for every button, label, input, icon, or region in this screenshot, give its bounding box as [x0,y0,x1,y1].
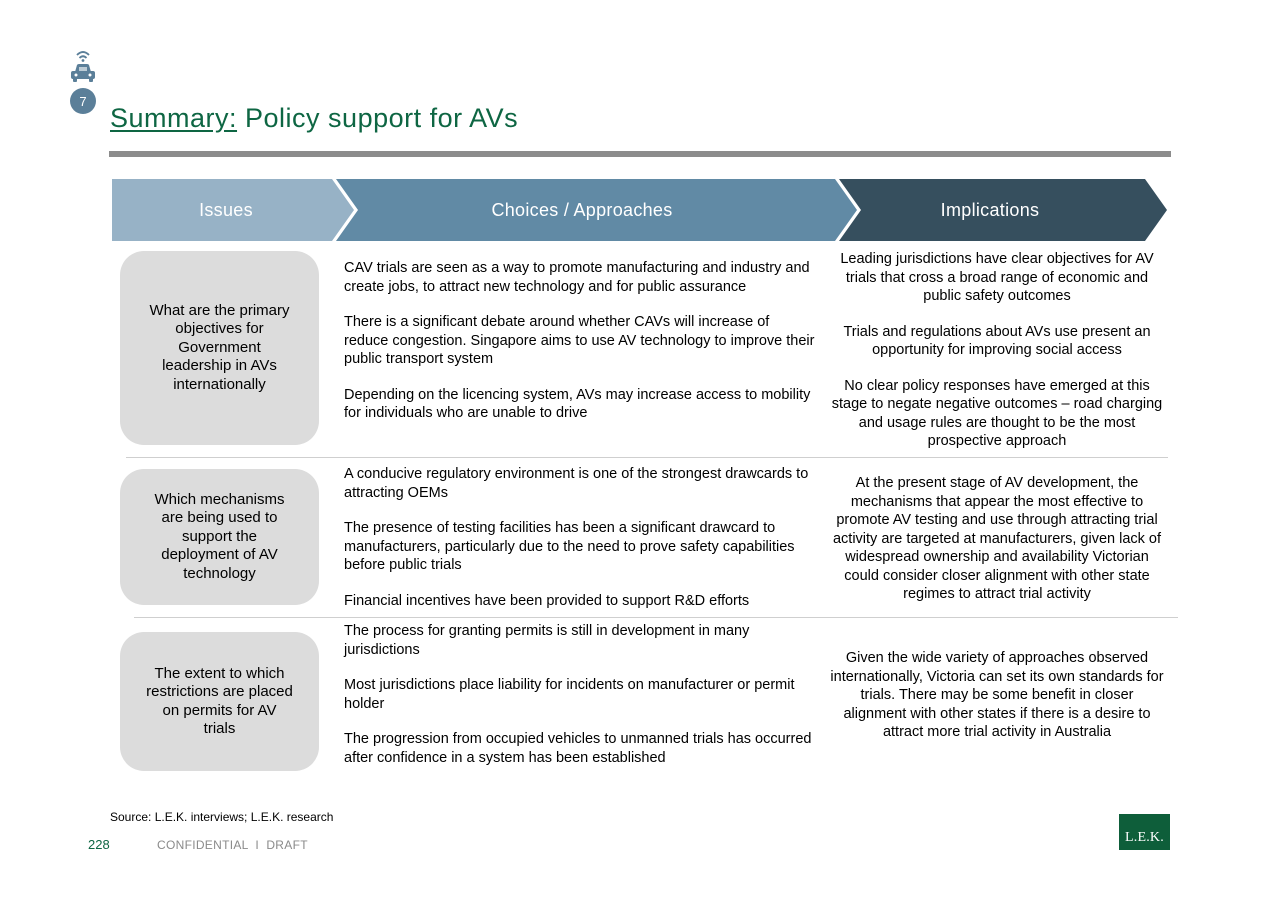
choice-text: Depending on the licencing system, AVs may increase access to mobility for individuals who are unable to drive [344,386,811,421]
choice-text: A conducive regulatory environment is one of the strongest drawcards to attracting OEMs [344,466,809,501]
issue-line: What are the primary [149,301,290,319]
implications-row-3 [828,649,1166,742]
choice-text: The progression from occupied vehicles to unmanned trials has occurred after confidence in a system has been established [344,731,812,766]
page-title [110,103,518,134]
issue-line: internationally [173,375,266,393]
column-header-chevrons [110,179,1170,241]
issue-line: restrictions are placed [146,683,293,700]
implications-row-2 [828,474,1166,604]
connected-car-icon [68,46,98,86]
issue-line: objectives for [175,320,264,338]
issue-line: on permits for AV [162,701,277,719]
issue-line: Which mechanisms [154,490,285,508]
implications-header: Implications [940,199,1040,220]
choice-text: Financial incentives have been provided to support R&D efforts [344,592,750,609]
implication-text: Given the wide variety of approaches observed internationally, Victoria can set its own standards for trials. There may be some benefit in closer alignment with other states if there is a desire to attract more trial activity in Australia [830,650,1164,740]
implication-text: Trials and regulations about AVs use present an opportunity for improving social access [843,323,1151,358]
issue-line: trials [203,720,236,737]
lek-logo: L.E.K. [1119,814,1170,850]
choice-text: The process for granting permits is still in development in many jurisdictions [344,623,750,658]
source-note: Source: L.E.K. interviews; L.E.K. research [110,810,334,824]
issue-box-mechanisms [120,469,319,605]
implication-text: No clear policy responses have emerged at this stage to negate negative outcomes – road charging and usage rules are thought to be the most prospective approach [831,377,1163,449]
implication-text: Leading jurisdictions have clear objectives for AV trials that cross a broad range of economic and public safety outcomes [840,251,1154,304]
row-separator [126,457,1168,458]
title-divider [109,151,1171,157]
choices-header: Choices / Approaches [491,199,673,220]
choices-row-3 [344,622,816,767]
issue-line: technology [183,564,256,582]
issue-box-objectives [120,251,319,445]
page-number: 228 [88,837,110,852]
choice-text: CAV trials are seen as a way to promote manufacturing and industry and create jobs, to attract new technology and for public assurance [344,260,810,295]
title-text: Policy support for AVs [237,103,519,133]
issue-box-restrictions [120,632,319,771]
choice-text: The presence of testing facilities has been a significant drawcard to manufacturers, particularly due to the need to prove safety capabilities before public trials [344,520,795,573]
issue-line: are being used to [161,509,278,527]
issue-line: The extent to which [154,664,285,682]
choices-row-2 [344,465,816,610]
title-keyword: Summary: [110,103,238,133]
implication-text: At the present stage of AV development, the mechanisms that appear the most effective to promote AV testing and use through attracting trial activity are targeted at manufacturers, given lack of widespread ownership and availability Victorian could consider closer alignment with other state regimes to attract trial activity [832,475,1162,602]
issue-line: deployment of AV [161,546,278,564]
choices-row-1 [344,259,816,423]
row-separator [134,617,1178,618]
implications-row-1 [828,250,1166,451]
confidential-label: CONFIDENTIAL I DRAFT [157,838,308,852]
issue-line: Government [178,338,261,356]
issue-line: leadership in AVs [162,357,277,375]
issues-header: Issues [199,199,253,220]
issue-line: support the [181,527,258,545]
section-number-badge: 7 [70,88,96,114]
choice-text: Most jurisdictions place liability for incidents on manufacturer or permit holder [344,677,795,712]
choice-text: There is a significant debate around whether CAVs will increase of reduce congestion. Singapore aims to use AV technology to improve their public transport system [344,314,815,367]
